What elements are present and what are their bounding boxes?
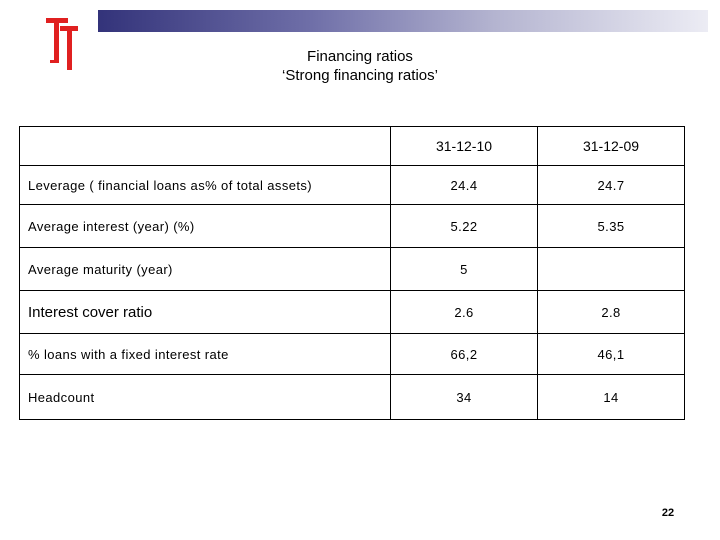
row-label: Average maturity (year) — [20, 248, 391, 291]
financing-ratios-table — [19, 126, 685, 420]
value-2010: 5.22 — [391, 205, 538, 248]
row-label: % loans with a fixed interest rate — [20, 334, 391, 375]
value-2009: 2.8 — [538, 291, 685, 334]
table-row — [20, 291, 685, 334]
slide-title — [220, 47, 500, 85]
table-row — [20, 375, 685, 420]
logo-mark-icon — [4, 14, 98, 74]
company-logo — [4, 14, 98, 74]
value-2009 — [538, 248, 685, 291]
row-label: Headcount — [20, 375, 391, 420]
row-label: Interest cover ratio — [20, 291, 391, 334]
value-2010: 34 — [391, 375, 538, 420]
table-row — [20, 334, 685, 375]
subtitle-line: ‘Strong financing ratios’ — [282, 67, 438, 84]
value-2010: 24.4 — [391, 166, 538, 205]
title-line: Financing ratios — [307, 48, 413, 65]
value-2009: 5.35 — [538, 205, 685, 248]
table-row — [20, 166, 685, 205]
header-cell-empty — [20, 127, 391, 166]
page-number: 22 — [661, 507, 675, 519]
table-header-row — [20, 127, 685, 166]
value-2009: 24.7 — [538, 166, 685, 205]
row-label: Average interest (year) (%) — [20, 205, 391, 248]
value-2009: 46,1 — [538, 334, 685, 375]
value-2010: 5 — [391, 248, 538, 291]
value-2010: 2.6 — [391, 291, 538, 334]
table-row — [20, 248, 685, 291]
header-gradient-bar — [98, 10, 708, 32]
table-row — [20, 205, 685, 248]
value-2010: 66,2 — [391, 334, 538, 375]
value-2009: 14 — [538, 375, 685, 420]
header-cell-2010: 31-12-10 — [391, 127, 538, 166]
header-cell-2009: 31-12-09 — [538, 127, 685, 166]
row-label: Leverage ( financial loans as% of total assets) — [20, 166, 391, 205]
